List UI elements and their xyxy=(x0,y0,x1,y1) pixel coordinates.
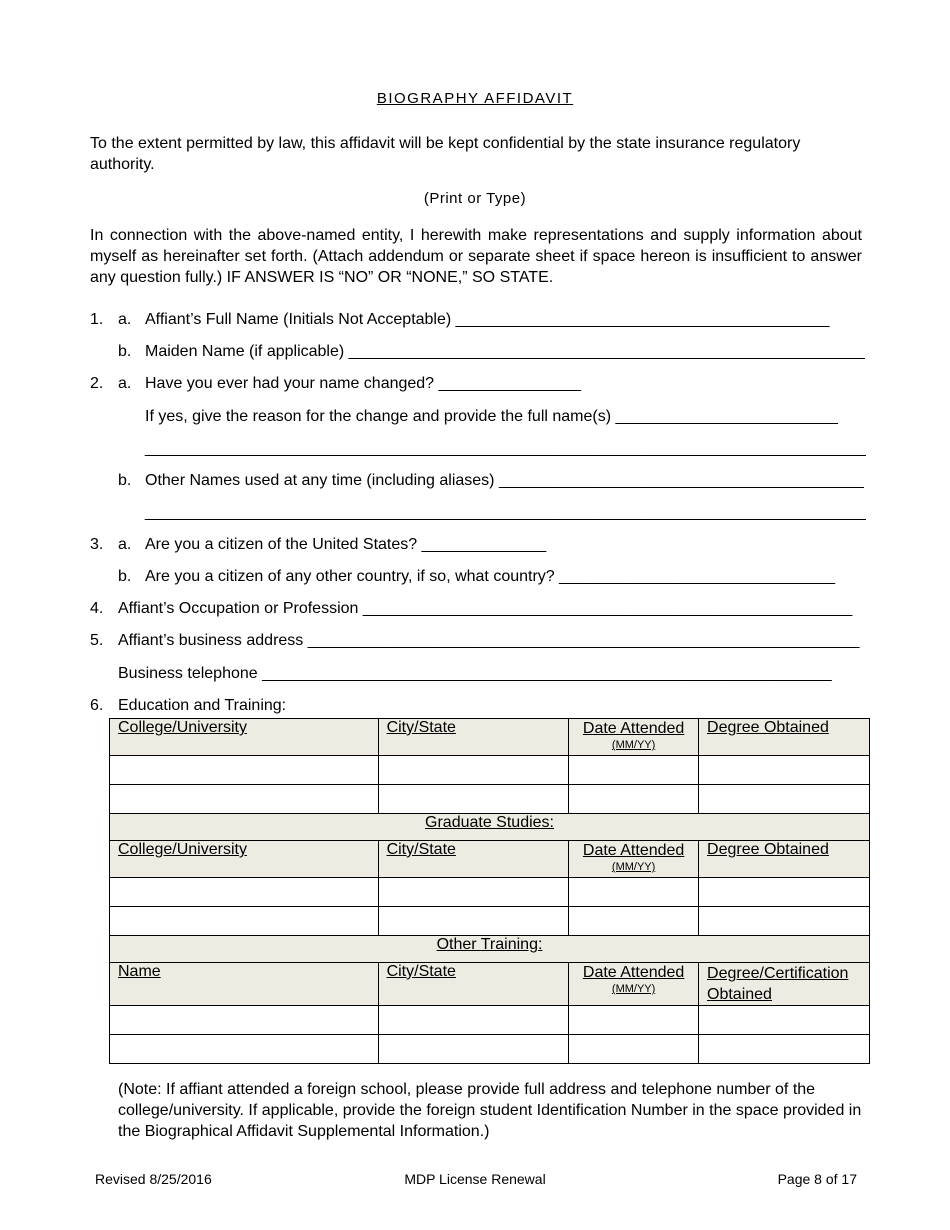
table-cell[interactable] xyxy=(110,1035,379,1064)
table-cell[interactable] xyxy=(110,907,379,936)
other-training-row xyxy=(110,936,870,963)
intro-paragraph: In connection with the above-named entity, I herewith make representations and supply information about myself as hereinafter set forth. (Attach addendum or separate sheet if space hereon is insufficient to answer any question fully.) IF ANSWER IS “NO” OR “NONE,” SO STATE. xyxy=(90,227,862,286)
footer-center: MDP License Renewal xyxy=(404,1171,546,1187)
q4-number: 4. xyxy=(90,600,104,617)
graduate-studies-header: Graduate Studies: xyxy=(110,814,870,841)
table-cell[interactable] xyxy=(569,907,699,936)
q4-occupation-field[interactable]: Affiant’s Occupation or Profession _______________________________________________________ xyxy=(118,600,853,617)
table-cell[interactable] xyxy=(569,785,699,814)
col-city-state: City/State xyxy=(386,963,456,980)
q6-education-label: Education and Training: xyxy=(118,697,287,714)
q2a-name-changed-field[interactable]: Have you ever had your name changed? ________________ xyxy=(145,375,581,392)
col-college-university: College/University xyxy=(118,841,247,858)
table-row[interactable] xyxy=(110,878,870,907)
q3a-letter: a. xyxy=(118,536,132,553)
q2a-letter: a. xyxy=(118,375,132,392)
q3b-letter: b. xyxy=(118,568,132,585)
col-date-format: (MM/YY) xyxy=(611,861,656,873)
q2b-blank-line[interactable]: _________________________________________________________________________________ xyxy=(145,504,866,521)
table-cell[interactable] xyxy=(699,878,870,907)
table-cell[interactable] xyxy=(569,756,699,785)
q3b-other-country-field[interactable]: Are you a citizen of any other country, if so, what country? _______________________________ xyxy=(145,568,835,585)
q3-number: 3. xyxy=(90,536,104,553)
col-college-university: College/University xyxy=(118,719,247,736)
table-cell[interactable] xyxy=(110,785,379,814)
table-cell[interactable] xyxy=(699,756,870,785)
table-cell[interactable] xyxy=(699,785,870,814)
q1-number: 1. xyxy=(90,311,104,328)
q2a-blank-line[interactable]: _________________________________________________________________________________ xyxy=(145,440,866,457)
col-date-attended: Date Attended xyxy=(582,842,685,859)
confidential-note: To the extent permitted by law, this affidavit will be kept confidential by the state insurance regulatory authority. xyxy=(90,135,801,173)
table-header-row xyxy=(110,719,870,756)
q2-number: 2. xyxy=(90,375,104,392)
print-or-type: (Print or Type) xyxy=(423,190,527,207)
table-cell[interactable] xyxy=(378,756,569,785)
table-cell[interactable] xyxy=(110,756,379,785)
table-header-row xyxy=(110,841,870,878)
q6-number: 6. xyxy=(90,697,104,714)
q5-business-address-field[interactable]: Affiant’s business address ______________________________________________________________ xyxy=(118,632,860,649)
q2b-letter: b. xyxy=(118,472,132,489)
foreign-school-note: (Note: If affiant attended a foreign school, please provide full address and telephone number of the college/university. If applicable, provide the foreign student Identification Number in the space provided in the Biographical Affidavit Supplemental Information.) xyxy=(118,1081,862,1140)
graduate-studies-row xyxy=(110,814,870,841)
q1a-letter: a. xyxy=(118,311,132,328)
table-row[interactable] xyxy=(110,785,870,814)
table-cell[interactable] xyxy=(378,785,569,814)
table-cell[interactable] xyxy=(110,878,379,907)
col-date-format: (MM/YY) xyxy=(611,983,656,995)
col-city-state: City/State xyxy=(386,719,456,736)
table-cell[interactable] xyxy=(110,1006,379,1035)
col-degree-certification: Degree/Certification Obtained xyxy=(707,965,849,1003)
q1a-full-name-field[interactable]: Affiant’s Full Name (Initials Not Acceptable) __________________________________________ xyxy=(145,311,830,328)
col-degree-obtained: Degree Obtained xyxy=(707,841,829,858)
q1b-maiden-name-field[interactable]: Maiden Name (if applicable) __________________________________________________________ xyxy=(145,343,865,360)
q2a-reason-field[interactable]: If yes, give the reason for the change and provide the full name(s) _________________________ xyxy=(145,408,838,425)
table-cell[interactable] xyxy=(378,907,569,936)
education-table xyxy=(109,718,870,1064)
table-cell[interactable] xyxy=(378,1006,569,1035)
other-training-header: Other Training: xyxy=(110,936,870,963)
col-date-attended: Date Attended xyxy=(582,964,685,981)
table-row[interactable] xyxy=(110,1035,870,1064)
q2b-other-names-field[interactable]: Other Names used at any time (including aliases) _________________________________________ xyxy=(145,472,864,489)
page-title: BIOGRAPHY AFFIDAVIT xyxy=(376,90,574,107)
col-date-attended: Date Attended xyxy=(582,720,685,737)
footer-revised: Revised 8/25/2016 xyxy=(95,1171,212,1187)
table-row[interactable] xyxy=(110,756,870,785)
q3a-us-citizen-field[interactable]: Are you a citizen of the United States? ______________ xyxy=(145,536,547,553)
table-cell[interactable] xyxy=(569,878,699,907)
q5-business-phone-field[interactable]: Business telephone ________________________________________________________________ xyxy=(118,665,832,682)
table-row[interactable] xyxy=(110,1006,870,1035)
table-cell[interactable] xyxy=(378,878,569,907)
col-degree-obtained: Degree Obtained xyxy=(707,719,829,736)
col-date-format: (MM/YY) xyxy=(611,739,656,751)
table-cell[interactable] xyxy=(569,1035,699,1064)
table-cell[interactable] xyxy=(699,907,870,936)
q1b-letter: b. xyxy=(118,343,132,360)
table-row[interactable] xyxy=(110,907,870,936)
col-city-state: City/State xyxy=(386,841,456,858)
table-cell[interactable] xyxy=(699,1006,870,1035)
q5-number: 5. xyxy=(90,632,104,649)
table-cell[interactable] xyxy=(378,1035,569,1064)
table-header-row xyxy=(110,963,870,1006)
table-cell[interactable] xyxy=(699,1035,870,1064)
table-cell[interactable] xyxy=(569,1006,699,1035)
col-name: Name xyxy=(118,963,161,980)
footer-page-number: Page 8 of 17 xyxy=(777,1171,857,1187)
